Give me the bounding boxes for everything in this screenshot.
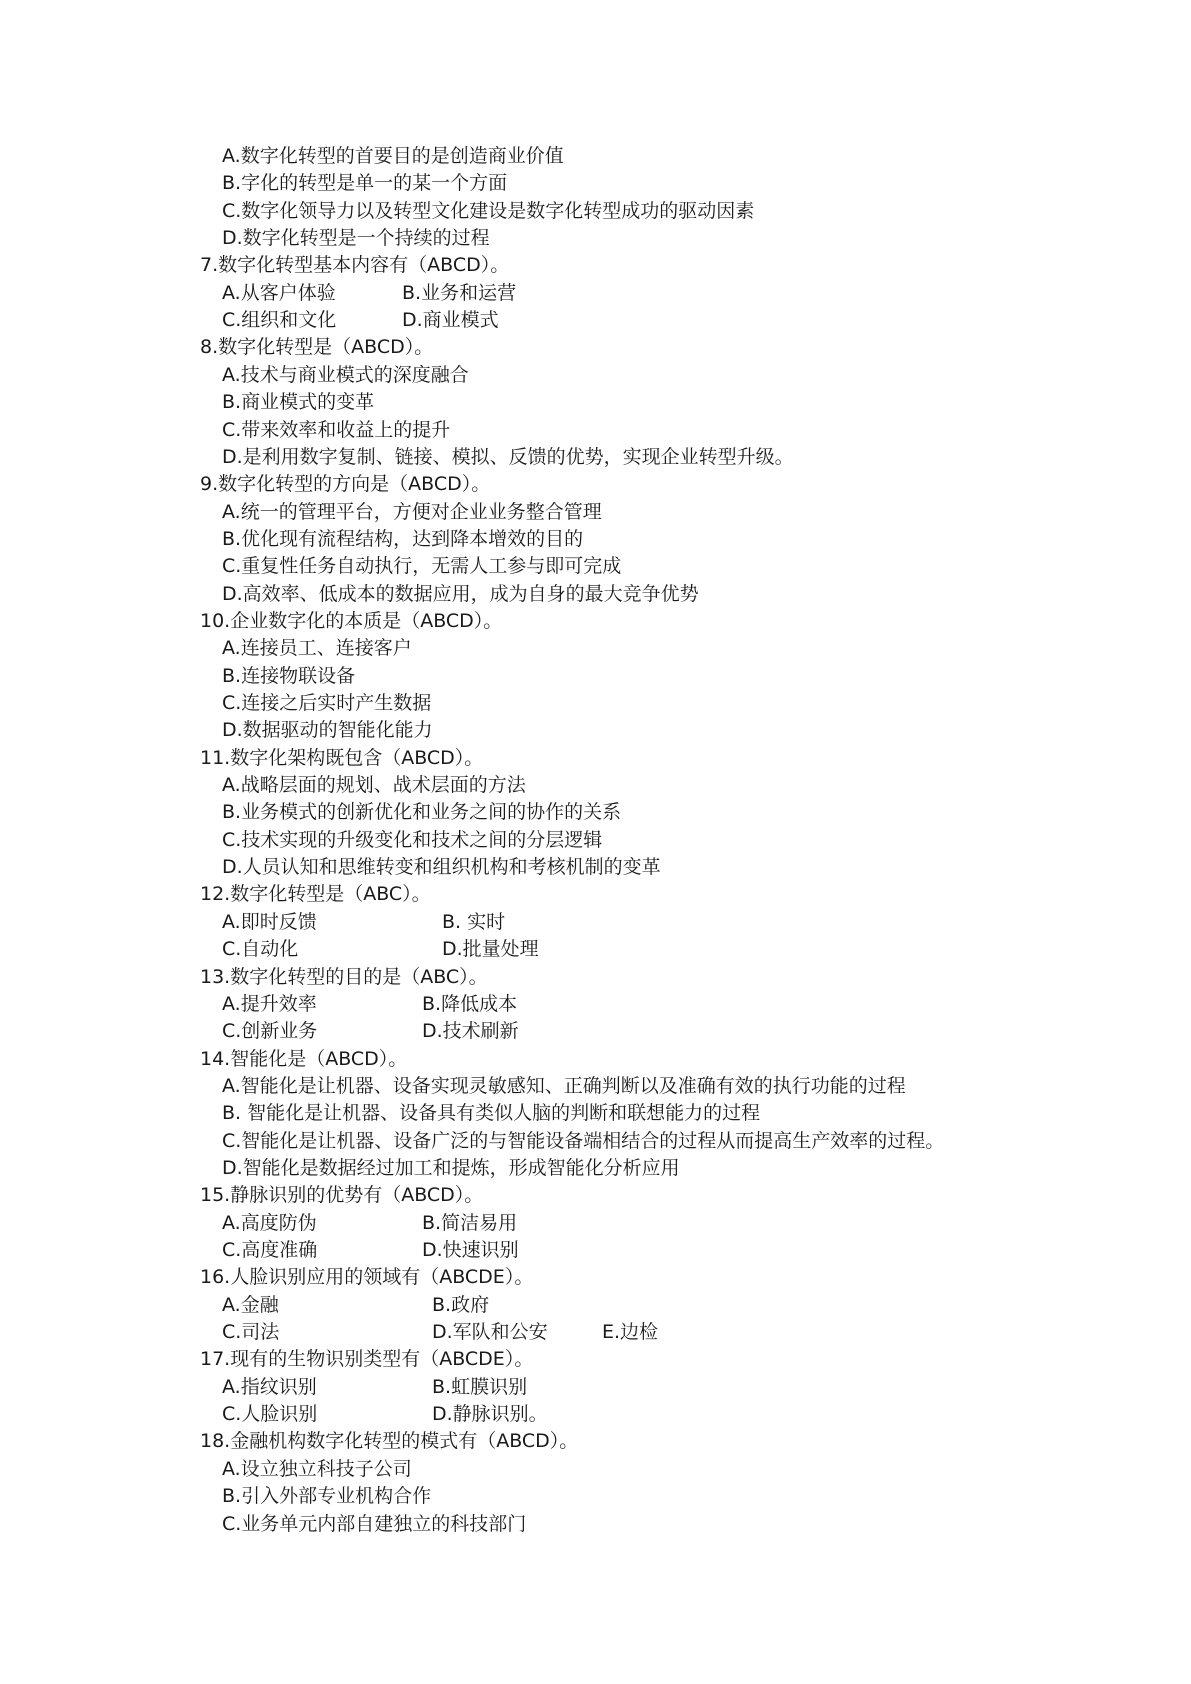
option-text: C.技术实现的升级变化和技术之间的分层逻辑 <box>222 828 603 851</box>
question-text: 12.数字化转型是（ABC）。 <box>200 883 431 906</box>
option-text: A.高度防伪 <box>222 1211 317 1234</box>
option-text: C.自动化 <box>222 938 299 961</box>
option-text: B.业务和运营 <box>402 281 517 304</box>
option-text: C.带来效率和收益上的提升 <box>222 418 451 441</box>
option-text: C.创新业务 <box>222 1020 318 1043</box>
option-text: C.高度准确 <box>222 1239 318 1261</box>
option-text: A.指纹识别 <box>222 1375 317 1398</box>
option-text: D.静脉识别。 <box>432 1403 548 1426</box>
option-text: C.重复性任务自动执行，无需人工参与即可完成 <box>222 555 622 578</box>
question-text: 11.数字化架构既包含（ABCD）。 <box>200 746 484 769</box>
question-text: 15.静脉识别的优势有（ABCD）。 <box>200 1184 484 1207</box>
option-text: B.引入外部专业机构合作 <box>222 1485 432 1508</box>
option-text: C.数字化领导力以及转型文化建设是数字化转型成功的驱动因素 <box>222 199 755 222</box>
option-text: A.技术与商业模式的深度融合 <box>222 363 469 386</box>
option-text: B.政府 <box>432 1293 490 1316</box>
question-text: 9.数字化转型的方向是（ABCD）。 <box>200 473 491 496</box>
option-text: D.商业模式 <box>402 309 499 332</box>
option-text: D.数字化转型是一个持续的过程 <box>222 227 490 250</box>
option-text: B.商业模式的变革 <box>222 391 375 414</box>
question-text: 17.现有的生物识别类型有（ABCDE）。 <box>200 1348 534 1371</box>
question-text: 13.数字化转型的目的是（ABC）。 <box>200 965 488 988</box>
option-text: A.设立独立科技子公司 <box>222 1457 412 1480</box>
option-text: A.战略层面的规划、战术层面的方法 <box>222 774 526 797</box>
option-text: B. 实时 <box>442 910 506 933</box>
option-text: A.金融 <box>222 1293 279 1316</box>
option-text: B.连接物联设备 <box>222 664 356 687</box>
question-text: 8.数字化转型是（ABCD）。 <box>200 336 434 359</box>
question-text: 14.智能化是（ABCD）。 <box>200 1047 408 1070</box>
option-text: B.虹膜识别 <box>432 1375 528 1398</box>
option-text: C.人脸识别 <box>222 1403 318 1426</box>
option-text: E.边检 <box>602 1321 659 1344</box>
option-text: B.优化现有流程结构，达到降本增效的目的 <box>222 527 584 550</box>
option-text: D.智能化是数据经过加工和提炼，形成智能化分析应用 <box>222 1156 680 1179</box>
option-text: D.人员认知和思维转变和组织机构和考核机制的变革 <box>222 856 661 879</box>
option-text: D.快速识别 <box>422 1239 519 1261</box>
option-text: D.数据驱动的智能化能力 <box>222 719 433 742</box>
option-text: C.智能化是让机器、设备广泛的与智能设备端相结合的过程从而提高生产效率的过程。 <box>222 1129 945 1152</box>
option-text: C.连接之后实时产生数据 <box>222 692 432 714</box>
question-text: 18.金融机构数字化转型的模式有（ABCD）。 <box>200 1430 579 1453</box>
option-text: B.字化的转型是单一的某一个方面 <box>222 172 508 195</box>
option-text: A.即时反馈 <box>222 910 317 933</box>
question-text: 16.人脸识别应用的领域有（ABCDE）。 <box>200 1266 534 1289</box>
option-text: A.连接员工、连接客户 <box>222 637 412 660</box>
option-text: B.简洁易用 <box>422 1211 518 1234</box>
option-text: C.司法 <box>222 1321 280 1344</box>
option-text: D.高效率、低成本的数据应用，成为自身的最大竞争优势 <box>222 582 699 605</box>
option-text: B.降低成本 <box>422 992 518 1015</box>
option-text: A.从客户体验 <box>222 281 336 304</box>
option-text: B.业务模式的创新优化和业务之间的协作的关系 <box>222 801 622 824</box>
option-text: D.批量处理 <box>442 938 539 961</box>
option-text: B. 智能化是让机器、设备具有类似人脑的判断和联想能力的过程 <box>222 1102 761 1125</box>
option-text: A.统一的管理平台，方便对企业业务整合管理 <box>222 500 602 523</box>
option-text: A.智能化是让机器、设备实现灵敏感知、正确判断以及准确有效的执行功能的过程 <box>222 1074 906 1097</box>
option-text: A.提升效率 <box>222 992 317 1015</box>
option-text: D.军队和公安 <box>432 1321 548 1344</box>
question-text: 10.企业数字化的本质是（ABCD）。 <box>200 609 503 632</box>
option-text: D.技术刷新 <box>422 1020 519 1043</box>
option-text: C.业务单元内部自建独立的科技部门 <box>222 1512 527 1535</box>
option-text: C.组织和文化 <box>222 309 337 332</box>
question-text: 7.数字化转型基本内容有（ABCD）。 <box>200 254 510 277</box>
option-text: D.是利用数字复制、链接、模拟、反馈的优势，实现企业转型升级。 <box>222 445 794 468</box>
option-text: A.数字化转型的首要目的是创造商业价值 <box>222 145 564 167</box>
